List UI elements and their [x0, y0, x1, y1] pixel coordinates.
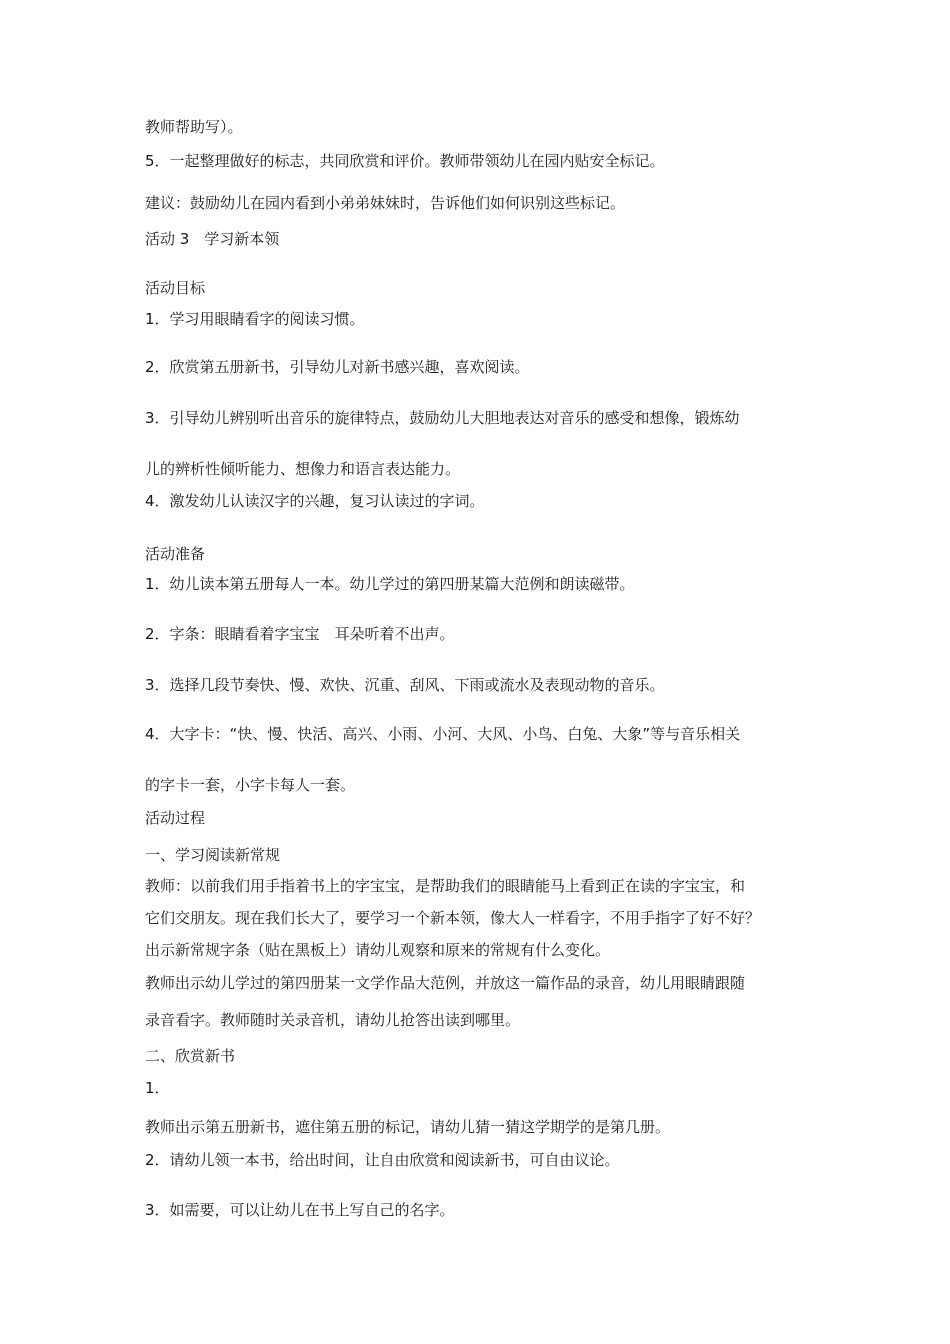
list-item: 2．请幼儿领一本书，给出时间，让自由欣赏和阅读新书，可自由议论。	[145, 1151, 620, 1169]
section-heading: 活动准备	[145, 545, 206, 563]
list-item: 1．	[145, 1079, 170, 1097]
text-line: 教师帮助写）。	[145, 118, 243, 136]
paragraph-line: 出示新常规字条（贴在黑板上）请幼儿观察和原来的常规有什么变化。	[145, 941, 611, 959]
section-heading: 活动目标	[145, 279, 206, 297]
subsection-heading: 二、欣赏新书	[145, 1047, 236, 1065]
text-line: 5．一起整理做好的标志，共同欣赏和评价。教师带领幼儿在园内贴安全标记。	[145, 152, 665, 170]
section-heading: 活动过程	[145, 809, 206, 827]
list-item: 2．字条：眼睛看着字宝宝 耳朵听着不出声。	[145, 625, 455, 643]
list-item-continued: 儿的辨析性倾听能力、想像力和语言表达能力。	[145, 460, 461, 478]
list-item: 1．幼儿读本第五册每人一本。幼儿学过的第四册某篇大范例和朗读磁带。	[145, 575, 635, 593]
paragraph-line: 教师：以前我们用手指着书上的字宝宝，是帮助我们的眼睛能马上看到正在读的字宝宝，和	[145, 877, 746, 895]
paragraph-line: 录音看字。教师随时关录音机，请幼儿抢答出读到哪里。	[145, 1011, 521, 1029]
paragraph-line: 教师出示幼儿学过的第四册某一文学作品大范例，并放这一篇作品的录音，幼儿用眼睛跟随	[145, 974, 746, 992]
list-item: 4．激发幼儿认读汉字的兴趣，复习认读过的字词。	[145, 492, 485, 510]
list-item: 3．引导幼儿辨别听出音乐的旋律特点，鼓励幼儿大胆地表达对音乐的感受和想像，锻炼幼	[145, 409, 740, 427]
section-heading: 活动 3 学习新本领	[145, 230, 280, 248]
paragraph-line: 它们交朋友。现在我们长大了，要学习一个新本领，像大人一样看字，不用手指字了好不好？	[145, 909, 761, 927]
subsection-heading: 一、学习阅读新常规	[145, 846, 281, 864]
list-item-continued: 的字卡一套，小字卡每人一套。	[145, 776, 356, 794]
list-item: 2．欣赏第五册新书，引导幼儿对新书感兴趣，喜欢阅读。	[145, 358, 530, 376]
list-item: 1．学习用眼睛看字的阅读习惯。	[145, 310, 365, 328]
paragraph-line: 教师出示第五册新书，遮住第五册的标记，请幼儿猜一猜这学期学的是第几册。	[145, 1118, 671, 1136]
list-item: 3．选择几段节奏快、慢、欢快、沉重、刮风、下雨或流水及表现动物的音乐。	[145, 676, 665, 694]
list-item: 4．大字卡：“快、慢、快活、高兴、小雨、小河、大风、小鸟、白兔、大象”等与音乐相关	[145, 725, 741, 743]
list-item: 3．如需要，可以让幼儿在书上写自己的名字。	[145, 1201, 455, 1219]
text-line: 建议：鼓励幼儿在园内看到小弟弟妹妹时，告诉他们如何识别这些标记。	[145, 194, 626, 212]
